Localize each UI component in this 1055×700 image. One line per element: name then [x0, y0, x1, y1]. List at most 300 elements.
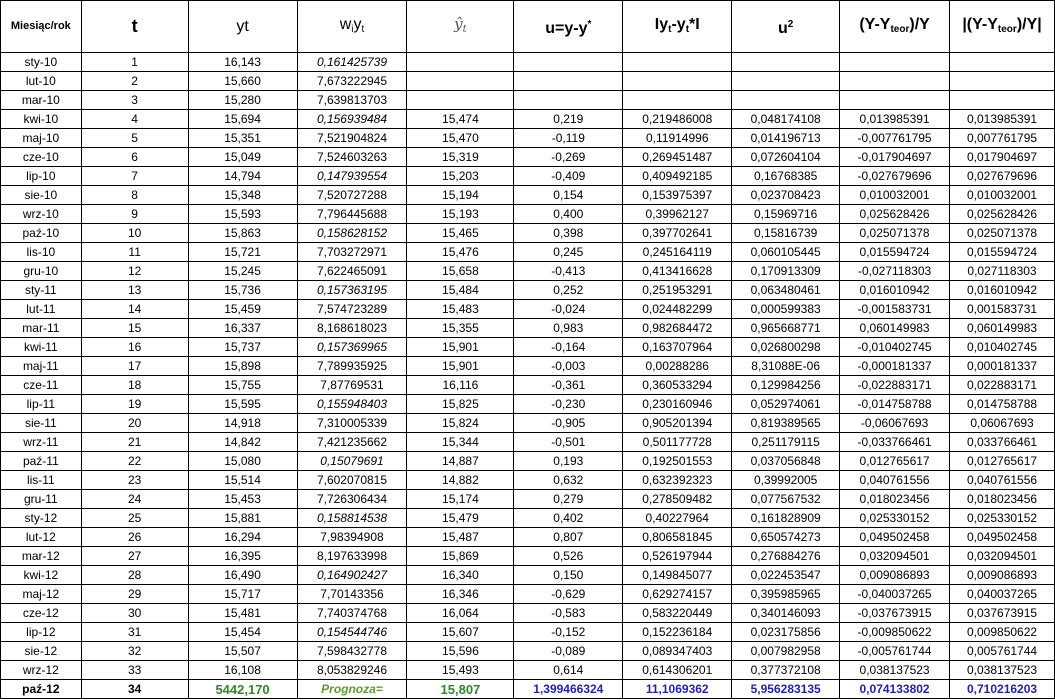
cell-t[interactable]: 7 [81, 167, 188, 186]
cell-absrel[interactable]: 0,037673915 [950, 604, 1055, 623]
cell-yt[interactable]: 16,395 [188, 547, 297, 566]
cell-abs[interactable]: 0,397702641 [623, 224, 732, 243]
cell-yhat[interactable]: 14,887 [407, 452, 514, 471]
cell-yt[interactable]: 15,721 [188, 243, 297, 262]
cell-yt[interactable]: 15,453 [188, 490, 297, 509]
cell-absrel[interactable]: 0,013985391 [950, 110, 1055, 129]
cell-u2[interactable]: 0,007982958 [732, 642, 840, 661]
cell-month[interactable]: sie-10 [1, 186, 82, 205]
cell-absrel[interactable]: 0,012765617 [950, 452, 1055, 471]
cell-t[interactable]: 28 [81, 566, 188, 585]
cell-absrel[interactable]: 0,027679696 [950, 167, 1055, 186]
cell-rel[interactable]: 0,009086893 [840, 566, 950, 585]
cell-wy[interactable]: 7,98394908 [297, 528, 407, 547]
cell-month[interactable]: kwi-12 [1, 566, 82, 585]
cell-rel[interactable]: -0,014758788 [840, 395, 950, 414]
cell-month[interactable]: cze-12 [1, 604, 82, 623]
cell-yt[interactable]: 15,881 [188, 509, 297, 528]
cell-abs[interactable]: 0,905201394 [623, 414, 732, 433]
cell-wy[interactable]: 7,602070815 [297, 471, 407, 490]
cell-t[interactable]: 27 [81, 547, 188, 566]
cell-t[interactable]: 3 [81, 91, 188, 110]
cell-rel[interactable]: -0,040037265 [840, 585, 950, 604]
cell-u[interactable]: -0,269 [514, 148, 623, 167]
cell-wy[interactable]: 7,70143356 [297, 585, 407, 604]
cell-u[interactable]: -0,230 [514, 395, 623, 414]
cell-yhat[interactable]: 15,203 [407, 167, 514, 186]
cell-wy[interactable]: 8,168618023 [297, 319, 407, 338]
cell-wy[interactable]: 7,740374768 [297, 604, 407, 623]
cell-month[interactable]: cze-11 [1, 376, 82, 395]
cell-abs[interactable]: 0,245164119 [623, 243, 732, 262]
cell-wy[interactable]: 7,574723289 [297, 300, 407, 319]
cell-t[interactable]: 2 [81, 72, 188, 91]
cell-t[interactable]: 26 [81, 528, 188, 547]
cell-rel[interactable]: 0,025071378 [840, 224, 950, 243]
cell-month[interactable]: mar-10 [1, 91, 82, 110]
cell-abs[interactable]: 0,526197944 [623, 547, 732, 566]
cell-u2[interactable]: 0,395985965 [732, 585, 840, 604]
cell-yhat[interactable] [407, 72, 514, 91]
cell-wy[interactable]: 7,639813703 [297, 91, 407, 110]
cell-wy[interactable]: 0,158628152 [297, 224, 407, 243]
cell-u[interactable] [514, 91, 623, 110]
cell-yt[interactable]: 14,918 [188, 414, 297, 433]
cell-yhat[interactable]: 16,116 [407, 376, 514, 395]
cell-yt[interactable]: 15,507 [188, 642, 297, 661]
cell-month[interactable]: lip-11 [1, 395, 82, 414]
cell-wy[interactable]: 0,157369965 [297, 338, 407, 357]
cell-absrel[interactable]: 0,022883171 [950, 376, 1055, 395]
cell-absrel[interactable]: 0,015594724 [950, 243, 1055, 262]
cell-yhat[interactable]: 15,901 [407, 338, 514, 357]
cell-t[interactable]: 32 [81, 642, 188, 661]
cell-yt[interactable]: 15,660 [188, 72, 297, 91]
cell-u[interactable]: -0,164 [514, 338, 623, 357]
cell-yt[interactable]: 14,794 [188, 167, 297, 186]
footer-t[interactable]: 34 [81, 680, 188, 699]
footer-u-sum[interactable]: 1,399466324 [514, 680, 623, 699]
cell-yhat[interactable]: 15,479 [407, 509, 514, 528]
col-header-absrel[interactable]: $|(Y-Y_{teor})/Y|$ [950, 1, 1055, 53]
cell-absrel[interactable]: 0,049502458 [950, 528, 1055, 547]
cell-u2[interactable]: 8,31088E-06 [732, 357, 840, 376]
cell-t[interactable]: 23 [81, 471, 188, 490]
cell-t[interactable]: 18 [81, 376, 188, 395]
cell-abs[interactable]: 0,278509482 [623, 490, 732, 509]
cell-t[interactable]: 24 [81, 490, 188, 509]
cell-abs[interactable]: 0,163707964 [623, 338, 732, 357]
cell-month[interactable]: lip-12 [1, 623, 82, 642]
cell-yhat[interactable]: 15,483 [407, 300, 514, 319]
cell-rel[interactable]: 0,025628426 [840, 205, 950, 224]
cell-yt[interactable]: 15,459 [188, 300, 297, 319]
cell-u2[interactable]: 0,161828909 [732, 509, 840, 528]
cell-u2[interactable]: 0,026800298 [732, 338, 840, 357]
cell-month[interactable]: kwi-10 [1, 110, 82, 129]
footer-u2-sum[interactable]: 5,956283135 [732, 680, 840, 699]
cell-t[interactable]: 6 [81, 148, 188, 167]
cell-t[interactable]: 31 [81, 623, 188, 642]
cell-abs[interactable]: 0,230160946 [623, 395, 732, 414]
cell-u[interactable]: -0,152 [514, 623, 623, 642]
cell-wy[interactable]: 8,197633998 [297, 547, 407, 566]
cell-absrel[interactable]: 0,060149983 [950, 319, 1055, 338]
cell-u[interactable]: 0,807 [514, 528, 623, 547]
cell-u[interactable]: -0,089 [514, 642, 623, 661]
col-header-u[interactable]: u=y-y* [514, 1, 623, 53]
cell-rel[interactable]: -0,033766461 [840, 433, 950, 452]
cell-abs[interactable]: 0,149845077 [623, 566, 732, 585]
cell-rel[interactable]: -0,06067693 [840, 414, 950, 433]
cell-u2[interactable]: 0,251179115 [732, 433, 840, 452]
cell-absrel[interactable]: 0,025071378 [950, 224, 1055, 243]
cell-yt[interactable]: 15,280 [188, 91, 297, 110]
cell-month[interactable]: lut-12 [1, 528, 82, 547]
cell-wy[interactable]: 7,310005339 [297, 414, 407, 433]
cell-yt[interactable]: 15,717 [188, 585, 297, 604]
cell-rel[interactable]: 0,010032001 [840, 186, 950, 205]
cell-absrel[interactable]: 0,005761744 [950, 642, 1055, 661]
cell-u[interactable]: -0,413 [514, 262, 623, 281]
cell-yhat[interactable] [407, 53, 514, 72]
cell-wy[interactable]: 7,789935925 [297, 357, 407, 376]
cell-u2[interactable]: 0,276884276 [732, 547, 840, 566]
cell-month[interactable]: sie-12 [1, 642, 82, 661]
cell-yt[interactable]: 16,143 [188, 53, 297, 72]
cell-abs[interactable]: 0,00288286 [623, 357, 732, 376]
cell-u2[interactable]: 0,022453547 [732, 566, 840, 585]
cell-rel[interactable]: 0,018023456 [840, 490, 950, 509]
col-header-t[interactable]: t [81, 1, 188, 53]
cell-yhat[interactable]: 15,319 [407, 148, 514, 167]
cell-absrel[interactable]: 0,025628426 [950, 205, 1055, 224]
cell-rel[interactable]: -0,009850622 [840, 623, 950, 642]
cell-rel[interactable] [840, 72, 950, 91]
cell-yt[interactable]: 16,294 [188, 528, 297, 547]
cell-wy[interactable]: 0,155948403 [297, 395, 407, 414]
cell-yhat[interactable]: 15,355 [407, 319, 514, 338]
cell-rel[interactable]: -0,022883171 [840, 376, 950, 395]
cell-wy[interactable]: 7,521904824 [297, 129, 407, 148]
cell-t[interactable]: 10 [81, 224, 188, 243]
cell-u2[interactable]: 0,052974061 [732, 395, 840, 414]
cell-u2[interactable]: 0,819389565 [732, 414, 840, 433]
cell-rel[interactable]: 0,015594724 [840, 243, 950, 262]
cell-u2[interactable]: 0,340146093 [732, 604, 840, 623]
cell-month[interactable]: wrz-11 [1, 433, 82, 452]
cell-abs[interactable]: 0,583220449 [623, 604, 732, 623]
footer-abs-sum[interactable]: 11,1069362 [623, 680, 732, 699]
cell-t[interactable]: 11 [81, 243, 188, 262]
cell-absrel[interactable]: 0,007761795 [950, 129, 1055, 148]
footer-forecast-label[interactable]: Prognoza= [297, 680, 407, 699]
cell-u[interactable]: 0,150 [514, 566, 623, 585]
cell-rel[interactable]: 0,040761556 [840, 471, 950, 490]
footer-rel-sum[interactable]: 0,074133802 [840, 680, 950, 699]
cell-yhat[interactable]: 15,901 [407, 357, 514, 376]
cell-absrel[interactable]: 0,033766461 [950, 433, 1055, 452]
col-header-month[interactable]: Miesiąc/rok [1, 1, 82, 53]
cell-rel[interactable] [840, 91, 950, 110]
cell-rel[interactable]: -0,027118303 [840, 262, 950, 281]
cell-u2[interactable]: 0,16768385 [732, 167, 840, 186]
cell-t[interactable]: 14 [81, 300, 188, 319]
cell-yt[interactable]: 15,514 [188, 471, 297, 490]
cell-abs[interactable]: 0,152236184 [623, 623, 732, 642]
cell-abs[interactable]: 0,251953291 [623, 281, 732, 300]
cell-u[interactable]: 0,193 [514, 452, 623, 471]
cell-absrel[interactable]: 0,014758788 [950, 395, 1055, 414]
cell-u2[interactable]: 0,037056848 [732, 452, 840, 471]
cell-month[interactable]: maj-10 [1, 129, 82, 148]
col-header-u2[interactable]: $u^2$ [732, 1, 840, 53]
cell-abs[interactable]: 0,982684472 [623, 319, 732, 338]
cell-rel[interactable]: -0,001583731 [840, 300, 950, 319]
cell-u[interactable]: 0,279 [514, 490, 623, 509]
cell-u2[interactable]: 0,377372108 [732, 661, 840, 680]
cell-yt[interactable]: 16,337 [188, 319, 297, 338]
cell-t[interactable]: 9 [81, 205, 188, 224]
cell-rel[interactable]: 0,016010942 [840, 281, 950, 300]
cell-yt[interactable]: 15,863 [188, 224, 297, 243]
cell-u[interactable]: 0,154 [514, 186, 623, 205]
cell-wy[interactable]: 0,156939484 [297, 110, 407, 129]
cell-absrel[interactable] [950, 53, 1055, 72]
cell-t[interactable]: 13 [81, 281, 188, 300]
cell-wy[interactable]: 0,161425739 [297, 53, 407, 72]
cell-rel[interactable]: 0,038137523 [840, 661, 950, 680]
cell-u[interactable]: -0,361 [514, 376, 623, 395]
cell-wy[interactable]: 7,524603263 [297, 148, 407, 167]
cell-month[interactable]: lis-10 [1, 243, 82, 262]
cell-rel[interactable] [840, 53, 950, 72]
cell-month[interactable]: sie-11 [1, 414, 82, 433]
cell-month[interactable]: lut-11 [1, 300, 82, 319]
col-header-wy[interactable]: $w_iy_t$ [297, 1, 407, 53]
cell-u2[interactable]: 0,965668771 [732, 319, 840, 338]
col-header-yhat[interactable]: $ŷ_t$ [407, 1, 514, 53]
cell-wy[interactable]: 7,796445688 [297, 205, 407, 224]
cell-absrel[interactable]: 0,040037265 [950, 585, 1055, 604]
col-header-rel[interactable]: $(Y-Y_{teor})/Y$ [840, 1, 950, 53]
cell-abs[interactable]: 0,024482299 [623, 300, 732, 319]
cell-t[interactable]: 33 [81, 661, 188, 680]
cell-u[interactable]: 0,219 [514, 110, 623, 129]
cell-abs[interactable]: 0,11914996 [623, 129, 732, 148]
cell-u[interactable]: 0,526 [514, 547, 623, 566]
cell-u[interactable]: -0,003 [514, 357, 623, 376]
cell-abs[interactable] [623, 53, 732, 72]
cell-wy[interactable]: 7,87769531 [297, 376, 407, 395]
cell-yhat[interactable]: 16,340 [407, 566, 514, 585]
cell-rel[interactable]: -0,017904697 [840, 148, 950, 167]
cell-u2[interactable]: 0,048174108 [732, 110, 840, 129]
cell-u2[interactable]: 0,077567532 [732, 490, 840, 509]
cell-abs[interactable]: 0,806581845 [623, 528, 732, 547]
cell-yhat[interactable]: 15,344 [407, 433, 514, 452]
cell-rel[interactable]: 0,060149983 [840, 319, 950, 338]
cell-month[interactable]: wrz-10 [1, 205, 82, 224]
cell-yt[interactable]: 15,694 [188, 110, 297, 129]
cell-u[interactable]: -0,629 [514, 585, 623, 604]
cell-wy[interactable]: 0,158814538 [297, 509, 407, 528]
cell-abs[interactable] [623, 91, 732, 110]
cell-yhat[interactable]: 15,825 [407, 395, 514, 414]
cell-yhat[interactable]: 15,658 [407, 262, 514, 281]
cell-t[interactable]: 19 [81, 395, 188, 414]
cell-month[interactable]: sty-11 [1, 281, 82, 300]
cell-yt[interactable]: 15,351 [188, 129, 297, 148]
cell-u2[interactable]: 0,15969716 [732, 205, 840, 224]
cell-abs[interactable]: 0,409492185 [623, 167, 732, 186]
cell-wy[interactable]: 0,164902427 [297, 566, 407, 585]
cell-u[interactable] [514, 53, 623, 72]
cell-month[interactable]: mar-12 [1, 547, 82, 566]
cell-yhat[interactable]: 15,474 [407, 110, 514, 129]
cell-u2[interactable]: 0,063480461 [732, 281, 840, 300]
cell-wy[interactable]: 7,520727288 [297, 186, 407, 205]
cell-u[interactable]: -0,501 [514, 433, 623, 452]
cell-yt[interactable]: 15,245 [188, 262, 297, 281]
cell-u2[interactable]: 0,023708423 [732, 186, 840, 205]
cell-wy[interactable]: 7,726306434 [297, 490, 407, 509]
cell-u[interactable]: 0,402 [514, 509, 623, 528]
col-header-abs[interactable]: $Iy_t-y_t*I$ [623, 1, 732, 53]
cell-u2[interactable]: 0,023175856 [732, 623, 840, 642]
cell-yt[interactable]: 15,481 [188, 604, 297, 623]
cell-t[interactable]: 17 [81, 357, 188, 376]
cell-yhat[interactable]: 15,824 [407, 414, 514, 433]
cell-t[interactable]: 22 [81, 452, 188, 471]
cell-yt[interactable]: 15,595 [188, 395, 297, 414]
cell-u2[interactable]: 0,072604104 [732, 148, 840, 167]
cell-u[interactable]: -0,024 [514, 300, 623, 319]
cell-t[interactable]: 20 [81, 414, 188, 433]
cell-t[interactable]: 21 [81, 433, 188, 452]
cell-yhat[interactable]: 15,869 [407, 547, 514, 566]
cell-absrel[interactable]: 0,010032001 [950, 186, 1055, 205]
cell-wy[interactable]: 7,703272971 [297, 243, 407, 262]
cell-month[interactable]: gru-11 [1, 490, 82, 509]
cell-u[interactable]: -0,119 [514, 129, 623, 148]
cell-yhat[interactable]: 15,470 [407, 129, 514, 148]
cell-abs[interactable]: 0,632392323 [623, 471, 732, 490]
cell-absrel[interactable]: 0,027118303 [950, 262, 1055, 281]
cell-u[interactable]: 0,252 [514, 281, 623, 300]
cell-rel[interactable]: -0,037673915 [840, 604, 950, 623]
cell-rel[interactable]: -0,000181337 [840, 357, 950, 376]
cell-absrel[interactable]: 0,000181337 [950, 357, 1055, 376]
cell-rel[interactable]: 0,032094501 [840, 547, 950, 566]
cell-yt[interactable]: 15,736 [188, 281, 297, 300]
cell-yt[interactable]: 15,898 [188, 357, 297, 376]
cell-t[interactable]: 29 [81, 585, 188, 604]
cell-rel[interactable]: 0,049502458 [840, 528, 950, 547]
cell-month[interactable]: lis-11 [1, 471, 82, 490]
cell-yhat[interactable]: 14,882 [407, 471, 514, 490]
cell-yhat[interactable]: 15,484 [407, 281, 514, 300]
cell-yhat[interactable]: 15,193 [407, 205, 514, 224]
cell-absrel[interactable] [950, 91, 1055, 110]
cell-u[interactable]: 0,632 [514, 471, 623, 490]
cell-abs[interactable]: 0,614306201 [623, 661, 732, 680]
cell-yt[interactable]: 15,593 [188, 205, 297, 224]
cell-u2[interactable]: 0,15816739 [732, 224, 840, 243]
cell-month[interactable]: kwi-11 [1, 338, 82, 357]
cell-wy[interactable]: 0,147939554 [297, 167, 407, 186]
cell-yhat[interactable]: 15,465 [407, 224, 514, 243]
cell-wy[interactable]: 7,598432778 [297, 642, 407, 661]
cell-u2[interactable]: 0,129984256 [732, 376, 840, 395]
cell-u[interactable]: 0,614 [514, 661, 623, 680]
cell-t[interactable]: 4 [81, 110, 188, 129]
cell-t[interactable]: 12 [81, 262, 188, 281]
cell-abs[interactable]: 0,39962127 [623, 205, 732, 224]
cell-month[interactable]: wrz-12 [1, 661, 82, 680]
footer-absrel-sum[interactable]: 0,710216203 [950, 680, 1055, 699]
cell-t[interactable]: 15 [81, 319, 188, 338]
cell-t[interactable]: 25 [81, 509, 188, 528]
cell-absrel[interactable]: 0,025330152 [950, 509, 1055, 528]
cell-abs[interactable] [623, 72, 732, 91]
cell-rel[interactable]: -0,007761795 [840, 129, 950, 148]
cell-abs[interactable]: 0,360533294 [623, 376, 732, 395]
cell-absrel[interactable]: 0,038137523 [950, 661, 1055, 680]
cell-month[interactable]: maj-11 [1, 357, 82, 376]
cell-yhat[interactable]: 15,596 [407, 642, 514, 661]
cell-u2[interactable] [732, 91, 840, 110]
cell-abs[interactable]: 0,219486008 [623, 110, 732, 129]
cell-month[interactable]: lip-10 [1, 167, 82, 186]
cell-abs[interactable]: 0,629274157 [623, 585, 732, 604]
cell-month[interactable]: gru-10 [1, 262, 82, 281]
cell-absrel[interactable]: 0,032094501 [950, 547, 1055, 566]
cell-yt[interactable]: 15,454 [188, 623, 297, 642]
cell-u[interactable]: 0,398 [514, 224, 623, 243]
col-header-yt[interactable]: yt [188, 1, 297, 53]
cell-absrel[interactable]: 0,010402745 [950, 338, 1055, 357]
cell-yhat[interactable]: 15,194 [407, 186, 514, 205]
cell-yhat[interactable]: 16,346 [407, 585, 514, 604]
cell-abs[interactable]: 0,40227964 [623, 509, 732, 528]
cell-wy[interactable]: 7,673222945 [297, 72, 407, 91]
cell-yhat[interactable]: 15,174 [407, 490, 514, 509]
cell-yt[interactable]: 15,737 [188, 338, 297, 357]
cell-wy[interactable]: 0,15079691 [297, 452, 407, 471]
cell-month[interactable]: maj-12 [1, 585, 82, 604]
cell-month[interactable]: sty-10 [1, 53, 82, 72]
footer-month[interactable]: paź-12 [1, 680, 82, 699]
cell-absrel[interactable]: 0,018023456 [950, 490, 1055, 509]
cell-abs[interactable]: 0,192501553 [623, 452, 732, 471]
cell-u[interactable]: -0,409 [514, 167, 623, 186]
cell-absrel[interactable]: 0,001583731 [950, 300, 1055, 319]
cell-rel[interactable]: 0,025330152 [840, 509, 950, 528]
cell-yt[interactable]: 14,842 [188, 433, 297, 452]
cell-absrel[interactable]: 0,009850622 [950, 623, 1055, 642]
cell-u[interactable] [514, 72, 623, 91]
cell-absrel[interactable]: 0,017904697 [950, 148, 1055, 167]
cell-yt[interactable]: 15,080 [188, 452, 297, 471]
cell-wy[interactable]: 7,421235662 [297, 433, 407, 452]
cell-abs[interactable]: 0,269451487 [623, 148, 732, 167]
cell-month[interactable]: lut-10 [1, 72, 82, 91]
cell-wy[interactable]: 0,154544746 [297, 623, 407, 642]
cell-rel[interactable]: 0,013985391 [840, 110, 950, 129]
cell-t[interactable]: 16 [81, 338, 188, 357]
cell-rel[interactable]: -0,005761744 [840, 642, 950, 661]
